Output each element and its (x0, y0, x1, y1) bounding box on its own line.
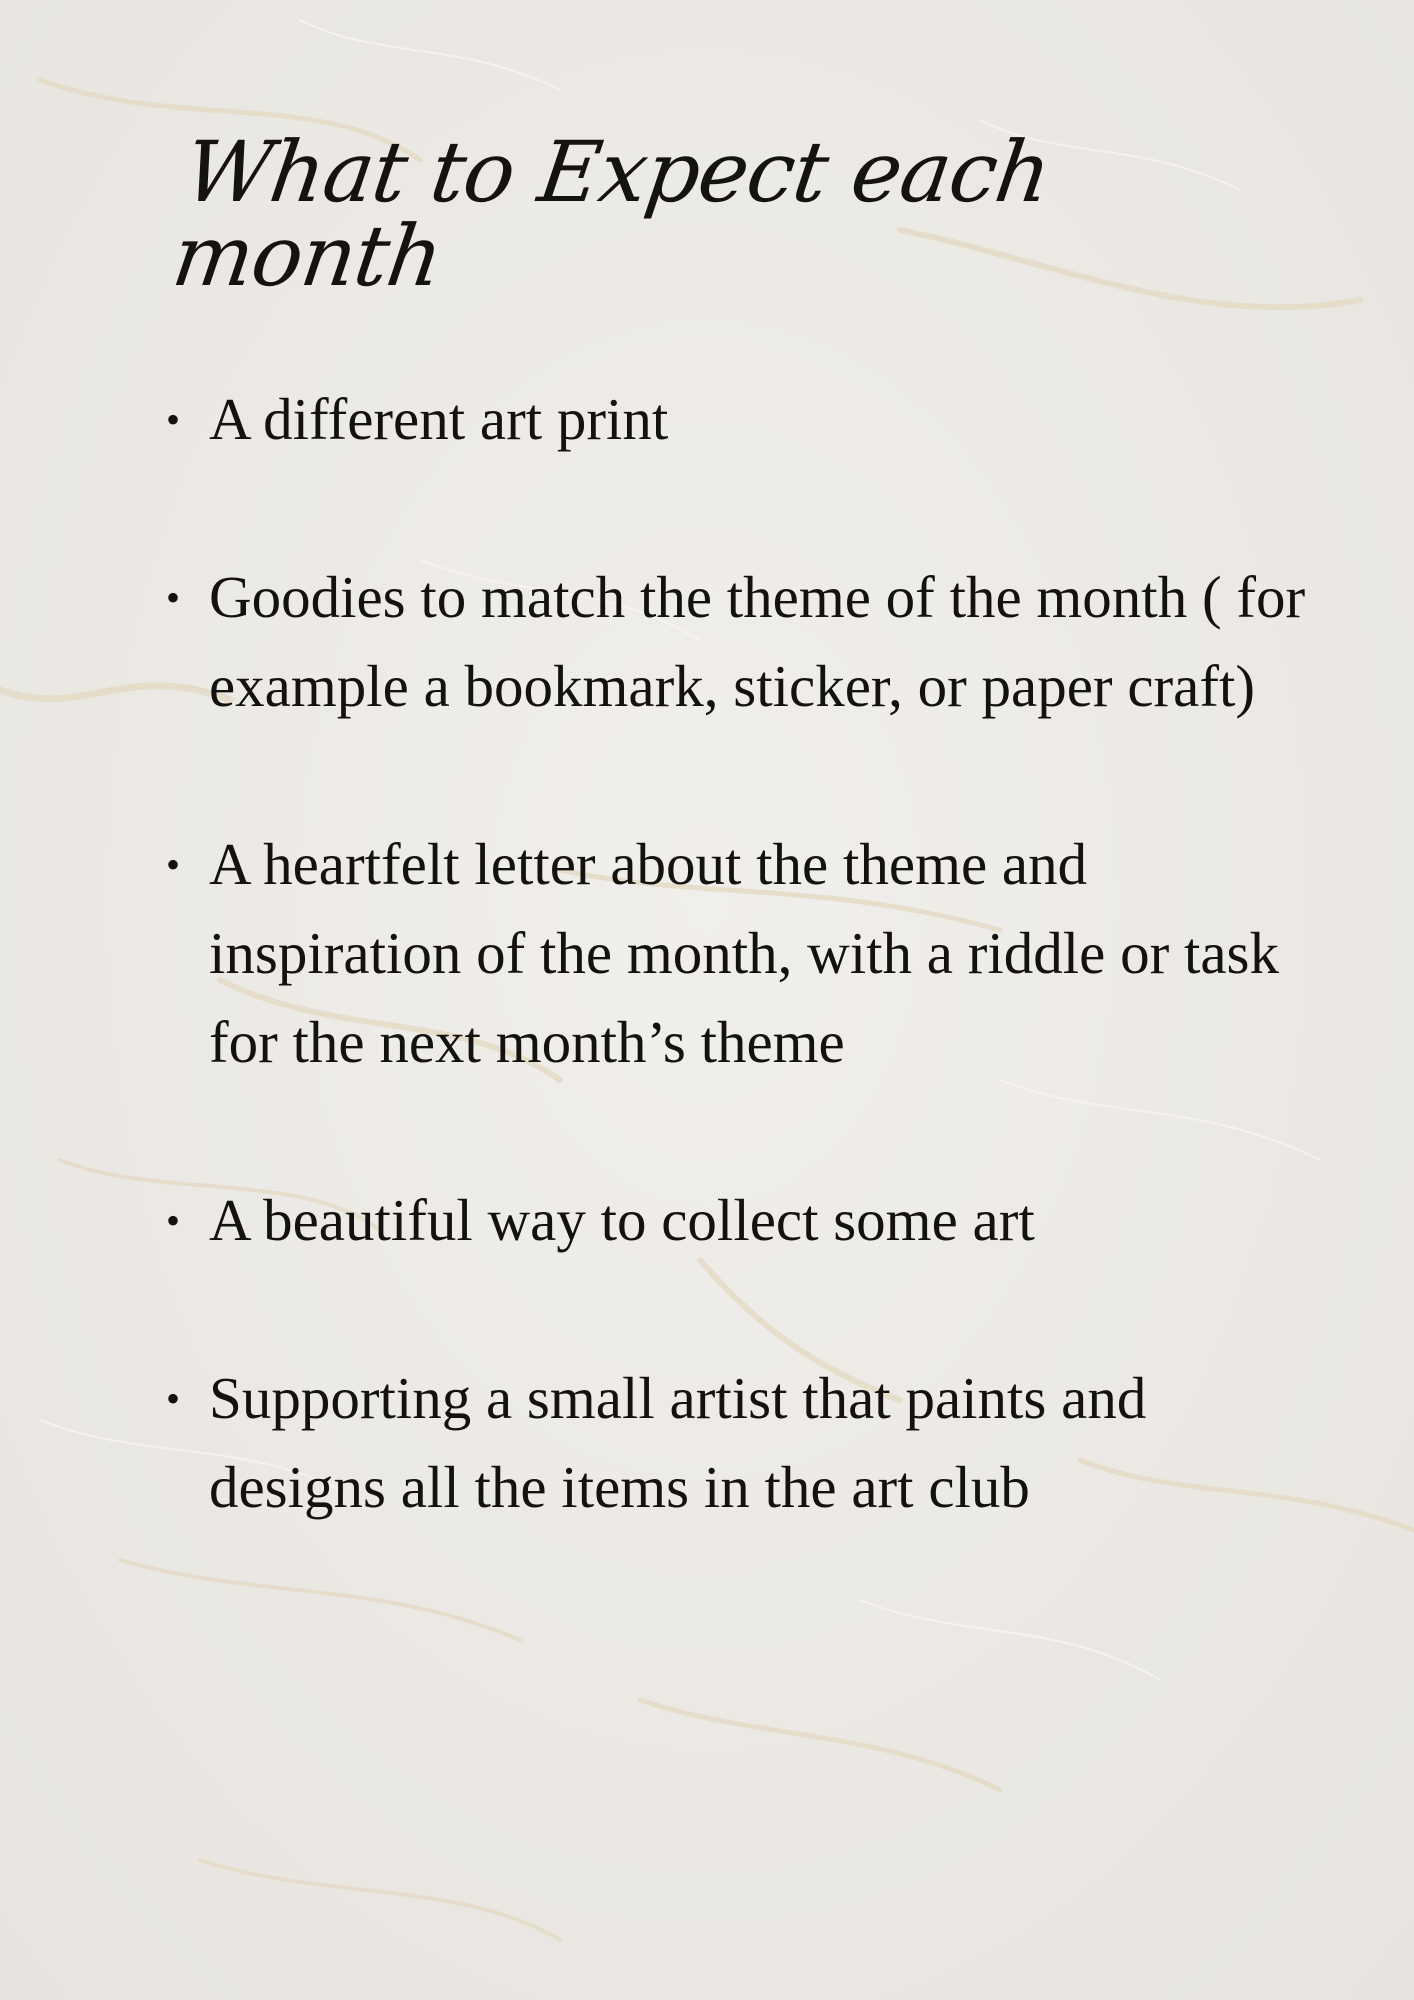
page-title: What to Expect each month (167, 123, 1057, 305)
list-item-text: A different art print (209, 386, 669, 452)
bullet-icon: • (166, 575, 181, 620)
list-item (164, 375, 1324, 464)
bullet-icon: • (166, 1198, 181, 1243)
list-item-text: Goodies to match the theme of the month ( for example a bookmark, sticker, or paper craft) (209, 564, 1306, 719)
list-item-text: Supporting a small artist that paints and designs all the items in the art club (209, 1365, 1147, 1520)
bullet-icon: • (166, 397, 181, 442)
bullet-icon: • (166, 1376, 181, 1421)
list-item-text: A beautiful way to collect some art (209, 1187, 1035, 1253)
list-item (164, 1176, 1324, 1265)
list-item (164, 1354, 1324, 1532)
list-item (164, 820, 1324, 1087)
feature-list (164, 375, 1324, 1532)
list-item (164, 553, 1324, 731)
list-item-text: A heartfelt letter about the theme and inspiration of the month, with a riddle or task for the next month’s theme (209, 831, 1280, 1075)
bullet-icon: • (166, 842, 181, 887)
